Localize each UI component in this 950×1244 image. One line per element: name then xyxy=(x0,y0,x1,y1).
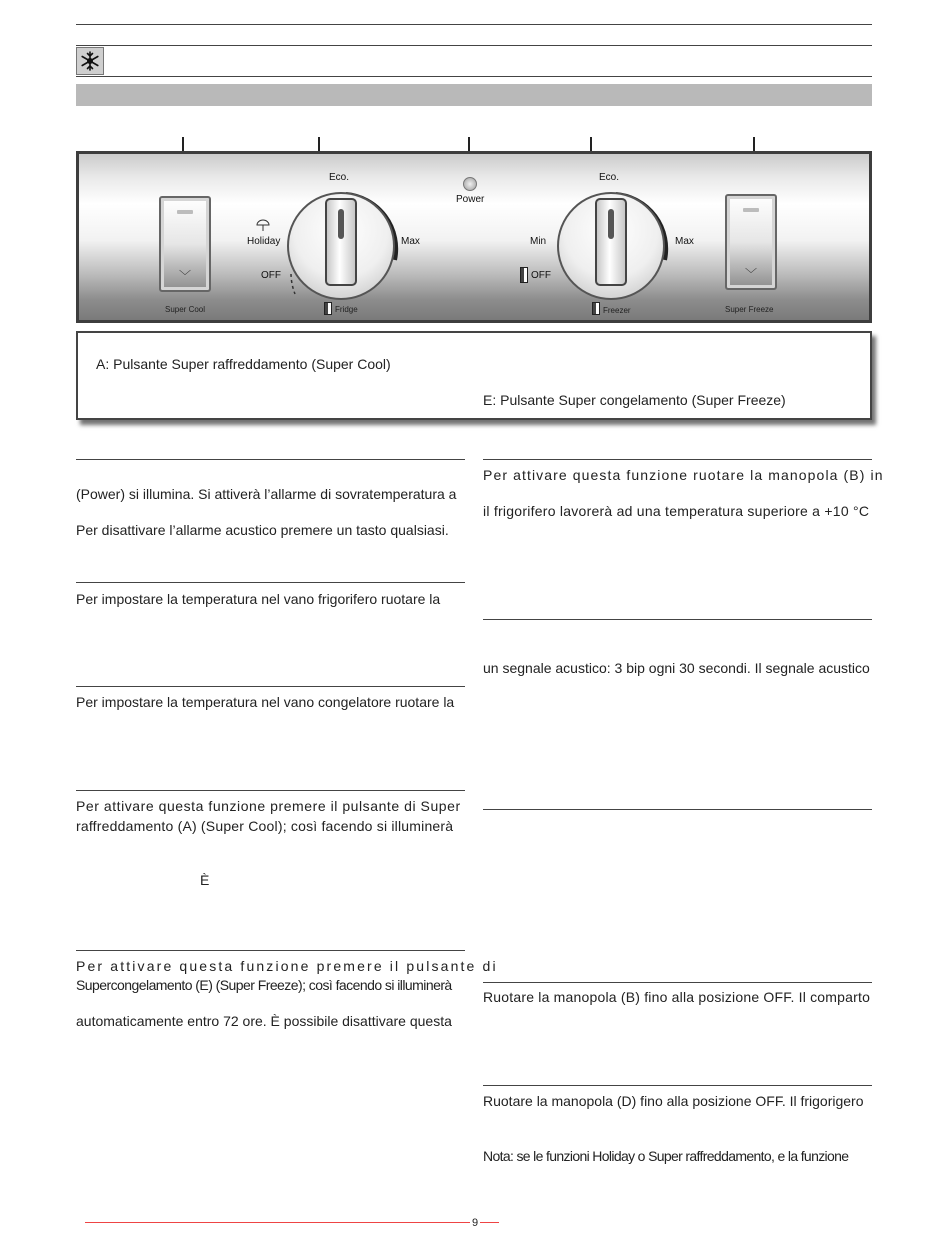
left-section-rule-2 xyxy=(76,582,465,583)
freezer-eco-label: Eco. xyxy=(599,172,620,183)
right-p1-line2: il frigorifero lavorerà ad una temperatura superiore a +10 °C xyxy=(483,503,870,519)
super-freeze-led xyxy=(743,208,759,212)
right-p2-line1: un segnale acustico: 3 bip ogni 30 secondi. Il segnale acustico xyxy=(483,660,870,676)
left-p4-line3: È xyxy=(200,872,210,888)
footer-line xyxy=(85,1222,499,1223)
holiday-label: Holiday xyxy=(247,236,281,247)
left-p1-line2: Per disattivare l’allarme acustico premere un tasto qualsiasi. xyxy=(76,522,449,538)
legend-item-a: A: Pulsante Super raffreddamento (Super Cool) xyxy=(96,356,391,372)
off-icon xyxy=(520,267,528,283)
right-p4-line2: Nota: se le funzioni Holiday o Super raffreddamento, e la funzione xyxy=(483,1148,849,1164)
legend-box xyxy=(76,331,872,420)
right-p1-line1: Per attivare questa funzione ruotare la manopola (B) in xyxy=(483,467,884,483)
fridge-off-label: OFF xyxy=(261,270,281,281)
fridge-knob-grip xyxy=(325,198,357,286)
super-freeze-label: Super Freeze xyxy=(725,305,774,314)
left-p1-line1: (Power) si illumina. Si attiverà l’allarme di sovratemperatura a xyxy=(76,486,457,502)
section-rule-bottom xyxy=(76,76,872,77)
left-section-rule-1 xyxy=(76,459,465,460)
section-rule-top xyxy=(76,45,872,46)
freezer-label: Freezer xyxy=(603,306,631,315)
super-freeze-button xyxy=(725,194,777,290)
chevron-down-icon: ﹀ xyxy=(744,267,757,281)
fridge-icon xyxy=(324,302,332,315)
left-p3-line1: Per impostare la temperatura nel vano congelatore ruotare la xyxy=(76,694,455,710)
fridge-knob xyxy=(287,192,395,300)
freezer-knob xyxy=(557,192,665,300)
freezer-max-label: Max xyxy=(675,236,694,247)
right-section-rule-2 xyxy=(483,619,872,620)
chevron-down-icon: ﹀ xyxy=(178,269,191,283)
fridge-eco-label: Eco. xyxy=(329,172,350,183)
left-p5-line2: Supercongelamento (E) (Super Freeze); così facendo si illuminerà xyxy=(76,977,452,993)
power-label: Power xyxy=(456,194,485,205)
subsection-band xyxy=(76,84,872,106)
left-section-rule-5 xyxy=(76,950,465,951)
legend-item-e: E: Pulsante Super congelamento (Super Freeze) xyxy=(483,392,786,408)
freezer-min-label: Min xyxy=(530,236,547,247)
right-section-rule-3 xyxy=(483,809,872,810)
power-indicator xyxy=(463,177,477,191)
left-p4-line2: raffreddamento (A) (Super Cool); così facendo si illuminerà xyxy=(76,818,454,834)
snowflake-icon xyxy=(76,47,104,75)
left-p5-line1: Per attivare questa funzione premere il pulsante di xyxy=(76,958,498,974)
right-section-rule-1 xyxy=(483,459,872,460)
left-section-rule-3 xyxy=(76,686,465,687)
freezer-off-label: OFF xyxy=(531,270,551,281)
right-p4-line1: Ruotare la manopola (D) fino alla posizione OFF. Il frigorigero xyxy=(483,1093,864,1109)
freezer-knob-grip xyxy=(595,198,627,286)
left-p5-line3: automaticamente entro 72 ore. È possibile disattivare questa xyxy=(76,1013,452,1029)
left-p4-line1-text: Per attivare questa funzione premere il pulsante di Super xyxy=(76,798,461,814)
right-section-rule-4 xyxy=(483,982,872,983)
right-section-rule-5 xyxy=(483,1085,872,1086)
super-cool-button xyxy=(159,196,211,292)
page-number: 9 xyxy=(472,1217,479,1229)
left-p2-line1: Per impostare la temperatura nel vano frigorifero ruotare la xyxy=(76,591,441,607)
left-section-rule-4 xyxy=(76,790,465,791)
freezer-icon xyxy=(592,302,600,315)
control-panel xyxy=(76,151,872,323)
super-cool-label: Super Cool xyxy=(165,305,206,314)
fridge-label: Fridge xyxy=(335,305,358,314)
umbrella-icon xyxy=(255,218,271,232)
right-p3-line1: Ruotare la manopola (B) fino alla posizione OFF. Il comparto xyxy=(483,989,871,1005)
super-cool-led xyxy=(177,210,193,214)
fridge-max-label: Max xyxy=(401,236,420,247)
top-rule xyxy=(76,24,872,25)
left-p4-line1 xyxy=(76,797,465,815)
